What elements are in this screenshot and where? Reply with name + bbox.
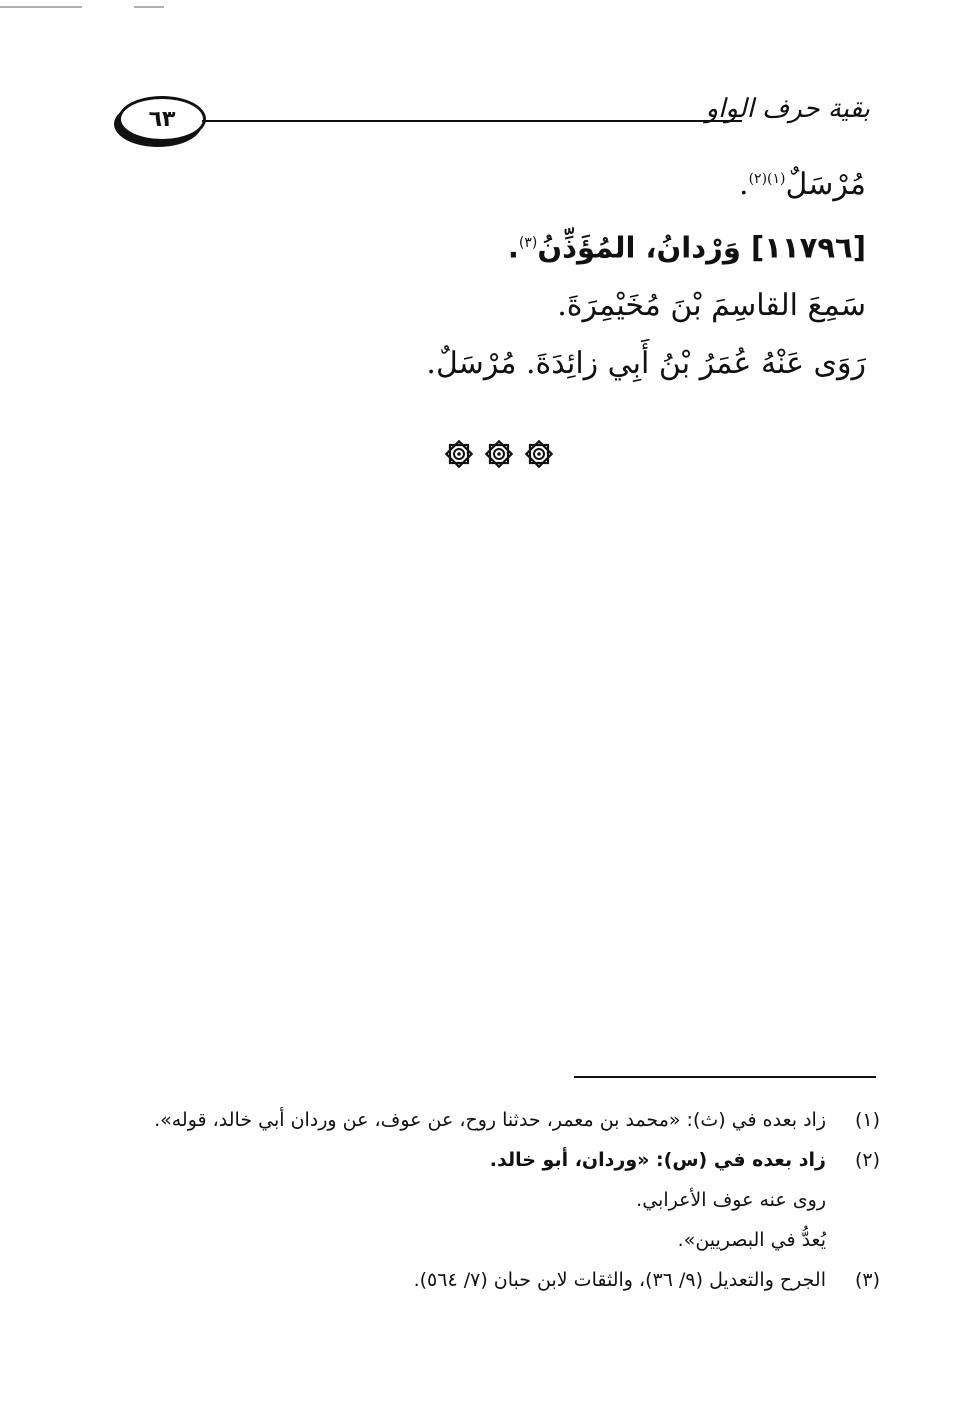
- header-rule: [202, 120, 742, 122]
- scan-mark: [0, 6, 82, 8]
- entry-heading-text: [١١٧٩٦] وَرْدانُ، المُؤَذِّنُ: [537, 230, 866, 265]
- footnote-3: [120, 1260, 880, 1300]
- footnotes: [120, 1100, 880, 1300]
- section-ornaments: [444, 436, 554, 472]
- text-line-content: مُرْسَلٌ: [785, 167, 866, 202]
- footnote-text: زاد بعده في (ث): «محمد بن معمر، حدثنا روح، عن عوف، عن وردان أبي خالد، قوله».: [154, 1109, 826, 1131]
- footnote-number: (١): [854, 1109, 880, 1131]
- footnote-text: الجرح والتعديل (٩/ ٣٦)، والثقات لابن حبان (٧/ ٥٦٤).: [413, 1269, 826, 1291]
- eight-point-star-icon: [524, 439, 554, 469]
- text-line: رَوَى عَنْهُ عُمَرُ بْنُ أَبِي زائِدَةَ. مُرْسَلٌ.: [426, 345, 866, 381]
- eight-point-star-icon: [444, 439, 474, 469]
- page-header: [118, 92, 870, 148]
- text-line: سَمِعَ القاسِمَ بْنَ مُخَيْمِرَةَ.: [557, 287, 866, 323]
- running-title: بقية حرف الواو: [705, 94, 870, 124]
- footnote-1: [120, 1100, 880, 1140]
- footnote-number: (٢): [854, 1149, 880, 1171]
- scan-mark: [134, 6, 164, 8]
- footnote-2: [120, 1140, 880, 1180]
- eight-point-star-icon: [484, 439, 514, 469]
- footnote-separator: [574, 1076, 876, 1078]
- footnote-text: زاد بعده في (س): «وردان، أبو خالد.: [489, 1149, 826, 1171]
- entry-heading: [400, 214, 866, 277]
- footnote-2-continuation: يُعدُّ في البصريين».: [677, 1229, 826, 1251]
- footnote-reference[interactable]: (٣): [518, 235, 538, 251]
- footnote-2-continuation: روى عنه عوف الأعرابي.: [636, 1189, 826, 1211]
- text-line: [400, 150, 866, 214]
- entry-heading-end: .: [507, 230, 519, 265]
- footnote-number: (٣): [854, 1269, 880, 1291]
- scan-top-marks: [0, 6, 976, 10]
- footnote-reference[interactable]: (١)(٢): [748, 171, 786, 187]
- main-text: [400, 150, 866, 393]
- page-number-badge: ٦٣: [118, 96, 206, 142]
- text-line-end: .: [739, 167, 749, 202]
